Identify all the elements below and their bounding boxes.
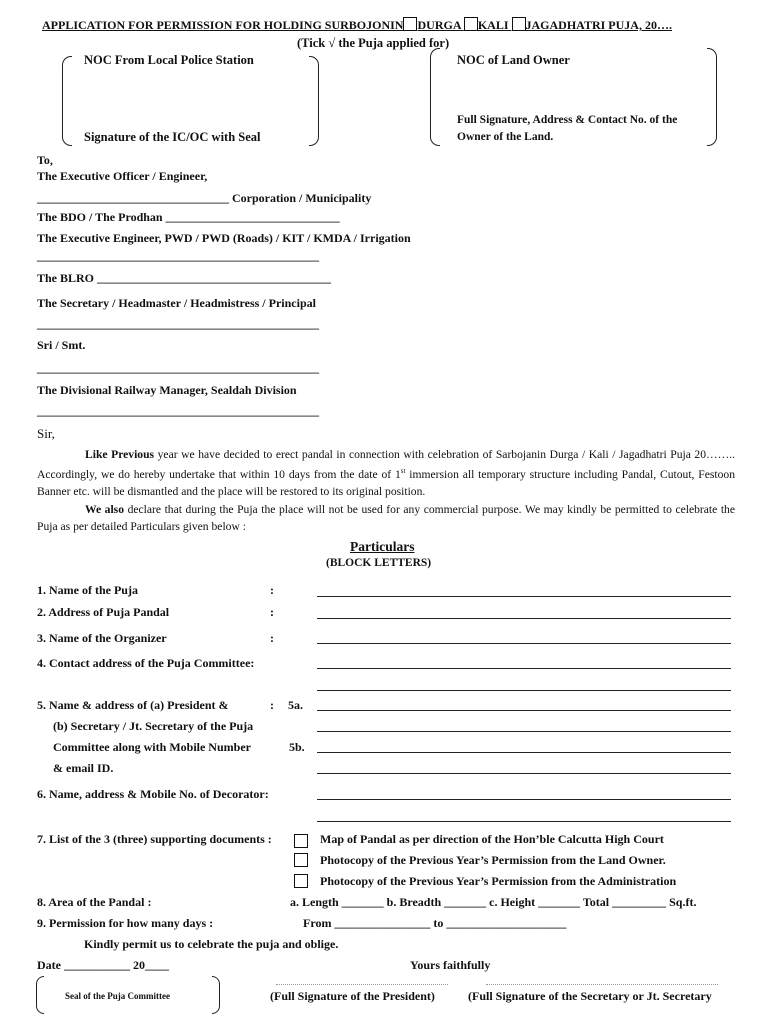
police-noc-signature-label: Signature of the IC/OC with Seal (84, 130, 261, 144)
q5-label-3: Committee along with Mobile Number (53, 740, 251, 754)
doc3-label: Photocopy of the Previous Year’s Permission from the Administration (320, 874, 677, 888)
corporation-blank[interactable]: ________________________________ (37, 191, 229, 205)
secretary-signature-label: (Full Signature of the Secretary or Jt. Secretary (468, 989, 712, 1003)
q1-label: 1. Name of the Puja (37, 583, 138, 597)
police-noc-title: NOC From Local Police Station (84, 53, 254, 67)
blank-line-1[interactable]: _______________________________________________ (37, 249, 319, 263)
seal-label: Seal of the Puja Committee (65, 991, 170, 1001)
land-noc-left-brace (430, 48, 440, 146)
doc2-checkbox[interactable] (294, 853, 308, 867)
doc1-checkbox[interactable] (294, 834, 308, 848)
q8-label: 8. Area of the Pandal : (37, 895, 152, 909)
particulars-heading: Particulars (350, 539, 415, 554)
doc1-label: Map of Pandal as per direction of the Hon’ble Calcutta High Court (320, 832, 664, 846)
q4-label: 4. Contact address of the Puja Committee: (37, 656, 255, 670)
decorator-field-2[interactable] (317, 821, 731, 822)
q5a-mark: 5a. (288, 698, 303, 712)
sri-smt-label: Sri / Smt. (37, 338, 86, 352)
pwd-line: The Executive Engineer, PWD / PWD (Roads) / KIT / KMDA / Irrigation (37, 231, 411, 245)
q3-colon: : (270, 631, 274, 645)
committee-address-field-2[interactable] (317, 690, 731, 691)
q1-colon: : (270, 583, 274, 597)
doc2-label: Photocopy of the Previous Year’s Permission from the Land Owner. (320, 853, 666, 867)
president-signature-label: (Full Signature of the President) (270, 989, 435, 1003)
president-field-2[interactable] (317, 731, 731, 732)
executive-officer: The Executive Officer / Engineer, (37, 169, 208, 183)
salutation: Sir, (37, 426, 55, 441)
land-noc-title: NOC of Land Owner (457, 53, 570, 67)
organizer-field[interactable] (317, 643, 731, 644)
decorator-field-1[interactable] (317, 799, 731, 800)
paragraph-1: Like Previous year we have decided to erect pandal in connection with celebration of Sarbojanin Durga / Kali / Jagadhatri Puja 20…….. Accordingly, we do hereby undertake that within 10 days from the date of 1st immersion all temporary structure including Pandal, Cutout, Festoon Banner etc. will be dismantled and the place will be restored to its original position. (37, 448, 736, 498)
president-signature-line[interactable] (276, 984, 448, 985)
seal-right-brace (212, 976, 220, 1014)
secretary-line: The Secretary / Headmaster / Headmistress / Principal (37, 296, 316, 310)
q3-label: 3. Name of the Organizer (37, 631, 167, 645)
form-title: APPLICATION FOR PERMISSION FOR HOLDING SURBOJONIN DURGA KALI JAGADHATRI PUJA, 20…. (42, 18, 672, 32)
tick-note: (Tick √ the Puja applied for) (297, 36, 450, 50)
pandal-address-field[interactable] (317, 618, 731, 619)
pandal-area-fields[interactable]: a. Length _______ b. Breadth _______ c. Height _______ Total _________ Sq.ft. (290, 895, 697, 909)
kali-checkbox[interactable] (464, 17, 478, 31)
committee-address-field-1[interactable] (317, 668, 731, 669)
q5-label-2: (b) Secretary / Jt. Secretary of the Puja (53, 719, 254, 733)
date-field[interactable]: Date ___________ 20____ (37, 958, 169, 972)
land-noc-right-brace (707, 48, 717, 146)
secretary-field-2[interactable] (317, 773, 731, 774)
corporation-line: ________________________________ Corporation / Municipality (37, 191, 372, 205)
seal-left-brace (36, 976, 44, 1014)
puja-name-field[interactable] (317, 596, 731, 597)
q5-label-4: & email ID. (53, 761, 114, 775)
to-label: To, (37, 153, 53, 167)
police-noc-left-brace (62, 56, 72, 146)
q5b-mark: 5b. (289, 740, 305, 754)
blank-line-3[interactable]: _______________________________________________ (37, 361, 319, 375)
secretary-signature-line[interactable] (486, 984, 718, 985)
doc3-checkbox[interactable] (294, 874, 308, 888)
yours-faithfully: Yours faithfully (410, 958, 491, 972)
bdo-line[interactable]: The BDO / The Prodhan _____________________________ (37, 210, 340, 224)
land-noc-signature-line1: Full Signature, Address & Contact No. of the (457, 114, 678, 126)
president-field-1[interactable] (317, 710, 731, 711)
q6-label: 6. Name, address & Mobile No. of Decorator: (37, 787, 269, 801)
block-letters-note: (BLOCK LETTERS) (326, 557, 432, 569)
q2-label: 2. Address of Puja Pandal (37, 605, 170, 619)
paragraph-2: We also declare that during the Puja the place will not be used for any commercial purpose. We may kindly be permitted to celebrate the Puja as per detailed Particulars given below : (37, 503, 735, 533)
q9-label: 9. Permission for how many days : (37, 916, 214, 930)
blro-line[interactable]: The BLRO _______________________________________ (37, 271, 332, 285)
q2-colon: : (270, 605, 274, 619)
blank-line-2[interactable]: _______________________________________________ (37, 317, 319, 331)
q7-label: 7. List of the 3 (three) supporting documents : (37, 832, 272, 846)
q5-label-1: 5. Name & address of (a) President & (37, 698, 229, 712)
q5-colon: : (270, 698, 274, 712)
permission-days-fields[interactable]: From ________________ to ____________________ (303, 916, 567, 930)
railway-line: The Divisional Railway Manager, Sealdah Division (37, 383, 297, 397)
durga-checkbox[interactable] (403, 17, 417, 31)
request-line: Kindly permit us to celebrate the puja and oblige. (84, 937, 339, 951)
secretary-field-1[interactable] (317, 752, 731, 753)
police-noc-right-brace (309, 56, 319, 146)
blank-line-4[interactable]: _______________________________________________ (37, 404, 319, 418)
land-noc-signature-line2: Owner of the Land. (457, 131, 554, 143)
jagadhatri-checkbox[interactable] (512, 17, 526, 31)
